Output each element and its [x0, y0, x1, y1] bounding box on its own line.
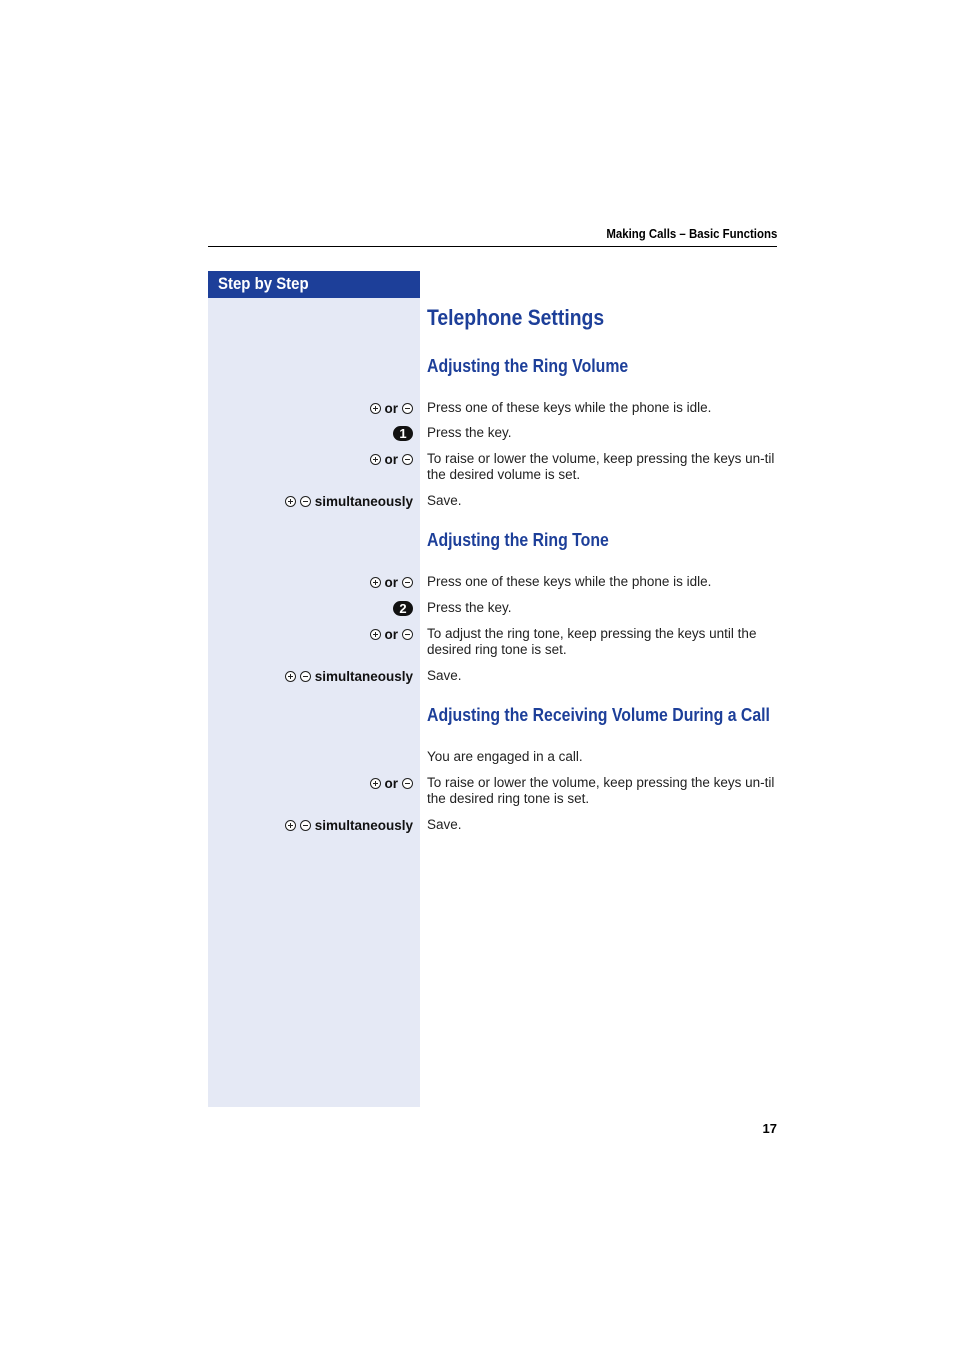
- step-description: Save.: [427, 493, 462, 508]
- minus-key-icon: [402, 454, 413, 465]
- key-connector: simultaneously: [314, 818, 413, 833]
- key-connector: or: [384, 452, 398, 467]
- plus-key-icon: [285, 496, 296, 507]
- page-number: 17: [762, 1121, 777, 1136]
- key-connector: or: [384, 776, 398, 791]
- minus-key-icon: [402, 629, 413, 640]
- header-divider: [208, 246, 777, 247]
- step-sidebar: [208, 271, 420, 1107]
- page-title: Telephone Settings: [427, 305, 605, 330]
- step-description: Save.: [427, 668, 462, 683]
- key-connector: or: [384, 401, 398, 416]
- minus-key-icon: [300, 496, 311, 507]
- key-combo-simultaneously: [285, 669, 413, 684]
- key-connector: or: [384, 575, 398, 590]
- step-description: You are engaged in a call.: [427, 749, 583, 764]
- key-combo-plus-or-minus: [370, 776, 414, 791]
- plus-key-icon: [370, 454, 381, 465]
- step-description: Save.: [427, 817, 462, 832]
- plus-key-icon: [285, 820, 296, 831]
- key-number-2: [393, 601, 413, 616]
- minus-key-icon: [402, 577, 413, 588]
- minus-key-icon: [402, 403, 413, 414]
- step-description: To raise or lower the volume, keep pressing the keys un-til the desired volume is set.: [427, 451, 775, 482]
- key-combo-plus-or-minus: [370, 401, 414, 416]
- step-description: Press the key.: [427, 425, 512, 440]
- plus-key-icon: [285, 671, 296, 682]
- key-combo-plus-or-minus: [370, 575, 414, 590]
- key-combo-plus-or-minus: [370, 627, 414, 642]
- number-key-icon: 1: [393, 426, 413, 441]
- step-description: Press one of these keys while the phone is idle.: [427, 400, 712, 415]
- plus-key-icon: [370, 403, 381, 414]
- plus-key-icon: [370, 577, 381, 588]
- sidebar-heading: Step by Step: [218, 274, 309, 293]
- key-combo-plus-or-minus: [370, 452, 414, 467]
- section-heading-ring-volume: Adjusting the Ring Volume: [427, 356, 629, 376]
- number-key-icon: 2: [393, 601, 413, 616]
- step-description: To adjust the ring tone, keep pressing the keys until the desired ring tone is set.: [427, 626, 757, 657]
- key-connector: or: [384, 627, 398, 642]
- minus-key-icon: [402, 778, 413, 789]
- section-heading-ring-tone: Adjusting the Ring Tone: [427, 530, 609, 550]
- key-connector: simultaneously: [314, 669, 413, 684]
- step-description: To raise or lower the volume, keep pressing the keys un-til the desired ring tone is set.: [427, 775, 775, 806]
- running-header: Making Calls – Basic Functions: [605, 226, 777, 241]
- key-combo-simultaneously: [285, 818, 413, 833]
- sidebar-heading-bar: [208, 271, 420, 298]
- plus-key-icon: [370, 629, 381, 640]
- step-description: Press one of these keys while the phone is idle.: [427, 574, 712, 589]
- section-heading-receiving-volume: Adjusting the Receiving Volume During a Call: [427, 705, 770, 725]
- plus-key-icon: [370, 778, 381, 789]
- key-combo-simultaneously: [285, 494, 413, 509]
- minus-key-icon: [300, 671, 311, 682]
- key-number-1: [393, 426, 413, 441]
- minus-key-icon: [300, 820, 311, 831]
- step-description: Press the key.: [427, 600, 512, 615]
- key-connector: simultaneously: [314, 494, 413, 509]
